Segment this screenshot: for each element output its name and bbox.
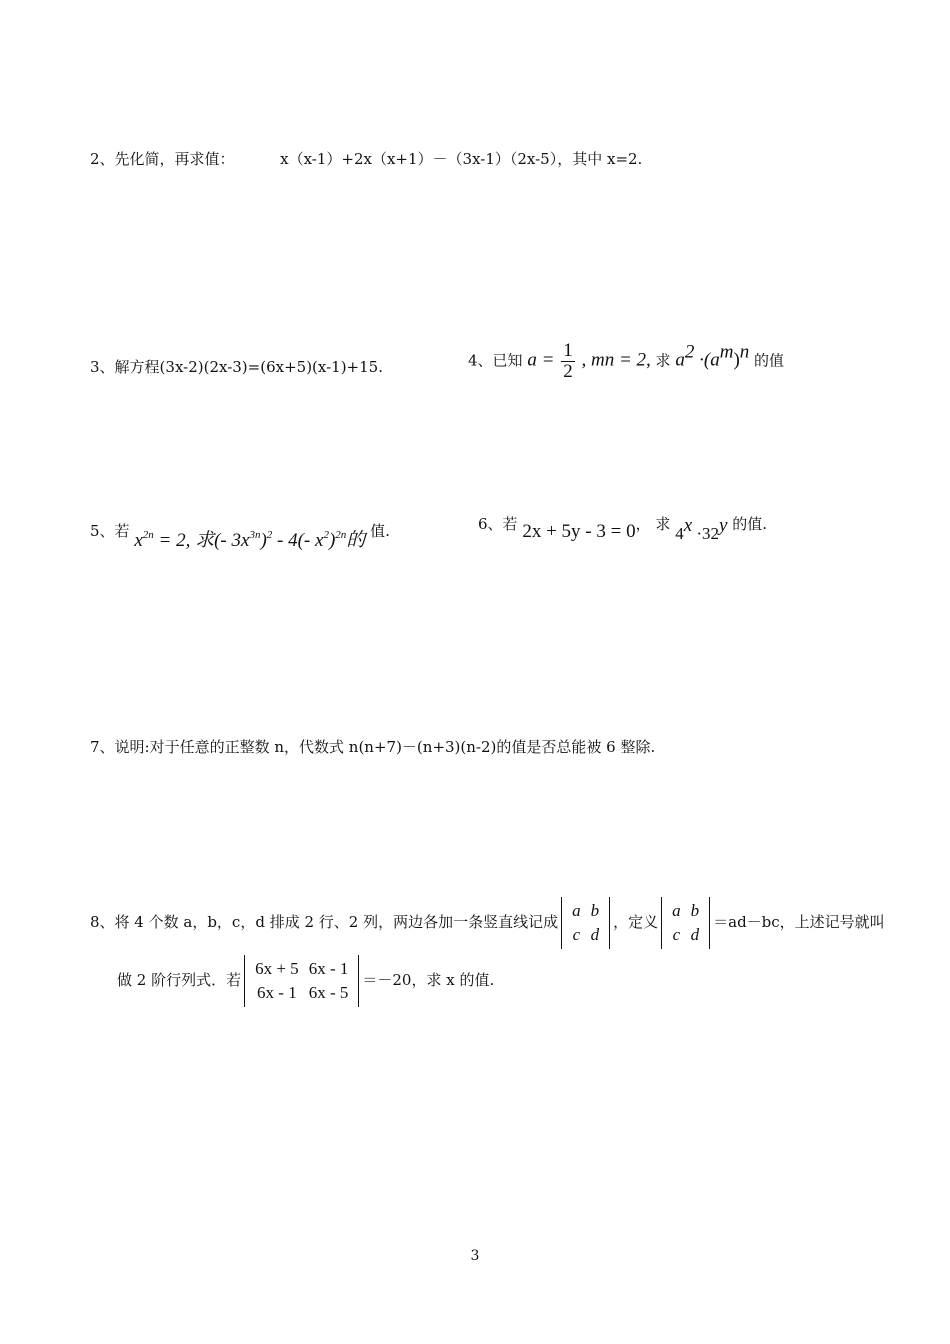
problem-5-exp-2b: 2 xyxy=(323,529,329,541)
problem-4-exp-2: 2 xyxy=(684,341,695,363)
problem-5-minus: - 4(- x xyxy=(277,530,324,551)
problem-6-equation: 2x + 5y - 3 = 0 xyxy=(522,521,636,542)
problem-3: 3、解方程(3x-2)(2x-3)=(6x+5)(x-1)+15. xyxy=(90,358,383,376)
problem-6-expr xyxy=(675,515,728,543)
det-cell-b: b xyxy=(590,901,600,920)
page-number: 3 xyxy=(470,1248,480,1264)
matrix-m11: 6x + 5 xyxy=(255,959,299,978)
problem-4-expr-a: a xyxy=(675,349,685,371)
problem-8-line2-intro: 做 2 阶行列式．若 xyxy=(117,971,242,989)
problem-5-mid: ) xyxy=(260,530,267,551)
problem-4-mn: , mn = 2, xyxy=(581,349,651,371)
det-def-cell-d: d xyxy=(690,925,700,944)
problem-6-ask: 求 xyxy=(655,515,671,533)
problem-5-x: x xyxy=(134,530,143,551)
problem-8-line-2 xyxy=(117,955,494,1007)
det-def-cell-c: c xyxy=(672,925,681,944)
problem-7: 7、说明:对于任意的正整数 n，代数式 n(n+7)－(n+3)(n-2)的值是否总能被 6 整除. xyxy=(90,738,656,756)
matrix-m22: 6x - 5 xyxy=(308,983,349,1002)
det-cell-d: d xyxy=(590,925,600,944)
problem-6-exp-y: y xyxy=(719,515,728,536)
problem-6-tail: 的值. xyxy=(732,515,768,533)
fraction-denominator: 2 xyxy=(563,361,573,382)
problem-5-exp-2: 2 xyxy=(266,529,273,541)
problem-6-base4: 4 xyxy=(675,524,684,543)
problem-4 xyxy=(468,341,784,382)
determinant-notation xyxy=(561,897,610,949)
problem-8-line2-tail: ＝－20，求 x 的值. xyxy=(362,971,495,989)
problem-4-fraction xyxy=(561,341,575,382)
problem-2-label: 2、先化简，再求值： xyxy=(90,150,235,168)
problem-6-comma: ， xyxy=(635,515,651,533)
problem-4-a-eq: a = xyxy=(527,349,555,371)
problem-5-eq: = 2, 求(- 3x xyxy=(158,530,250,551)
problem-8-define: ，定义 xyxy=(613,913,659,931)
problem-5-close: ) xyxy=(328,530,336,551)
problem-4-label: 4、已知 xyxy=(468,351,523,370)
problem-4-tail: 的值 xyxy=(754,351,785,370)
det-cell-c: c xyxy=(572,925,581,944)
problem-8-intro: 8、将 4 个数 a，b，c，d 排成 2 行、2 列，两边各加一条竖直线记成 xyxy=(90,913,559,931)
problem-5-exp-3n: 3n xyxy=(249,529,261,541)
fraction-numerator: 1 xyxy=(563,340,573,361)
problem-5-math xyxy=(134,530,365,551)
problem-5-exp-2n: 2n xyxy=(142,529,154,541)
problem-5-tail: 值. xyxy=(370,522,390,540)
determinant-definition xyxy=(661,897,710,949)
problem-5 xyxy=(90,515,390,551)
problem-5-label: 5、若 xyxy=(90,522,130,540)
problem-8-line-1 xyxy=(90,897,885,949)
problem-5-de: 的 xyxy=(346,530,366,551)
det-def-cell-a: a xyxy=(672,901,681,920)
problem-6-dot32: ·32 xyxy=(696,524,720,543)
problem-4-close: ) xyxy=(733,349,740,371)
problem-4-exp-m: m xyxy=(719,341,734,363)
problem-5-exp-2n-b: 2n xyxy=(335,529,347,541)
problem-6-exp-x: x xyxy=(683,515,693,536)
problem-6-label: 6、若 xyxy=(478,515,518,533)
matrix-m12: 6x - 1 xyxy=(308,959,349,978)
problem-4-exp-n: n xyxy=(739,341,750,363)
problem-2-expression: x（x-1）+2x（x+1）－（3x-1）（2x-5），其中 x=2. xyxy=(280,150,643,168)
problem-6 xyxy=(478,513,768,543)
determinant-matrix xyxy=(244,955,359,1007)
det-def-cell-b: b xyxy=(690,901,700,920)
det-cell-a: a xyxy=(572,901,581,920)
problem-2 xyxy=(90,148,642,169)
matrix-m21: 6x - 1 xyxy=(257,983,297,1002)
problem-4-dot: ·(a xyxy=(699,349,720,371)
problem-8-definition-text: ＝ad－bc，上述记号就叫 xyxy=(713,913,885,931)
problem-4-ask: 求 xyxy=(655,351,671,370)
